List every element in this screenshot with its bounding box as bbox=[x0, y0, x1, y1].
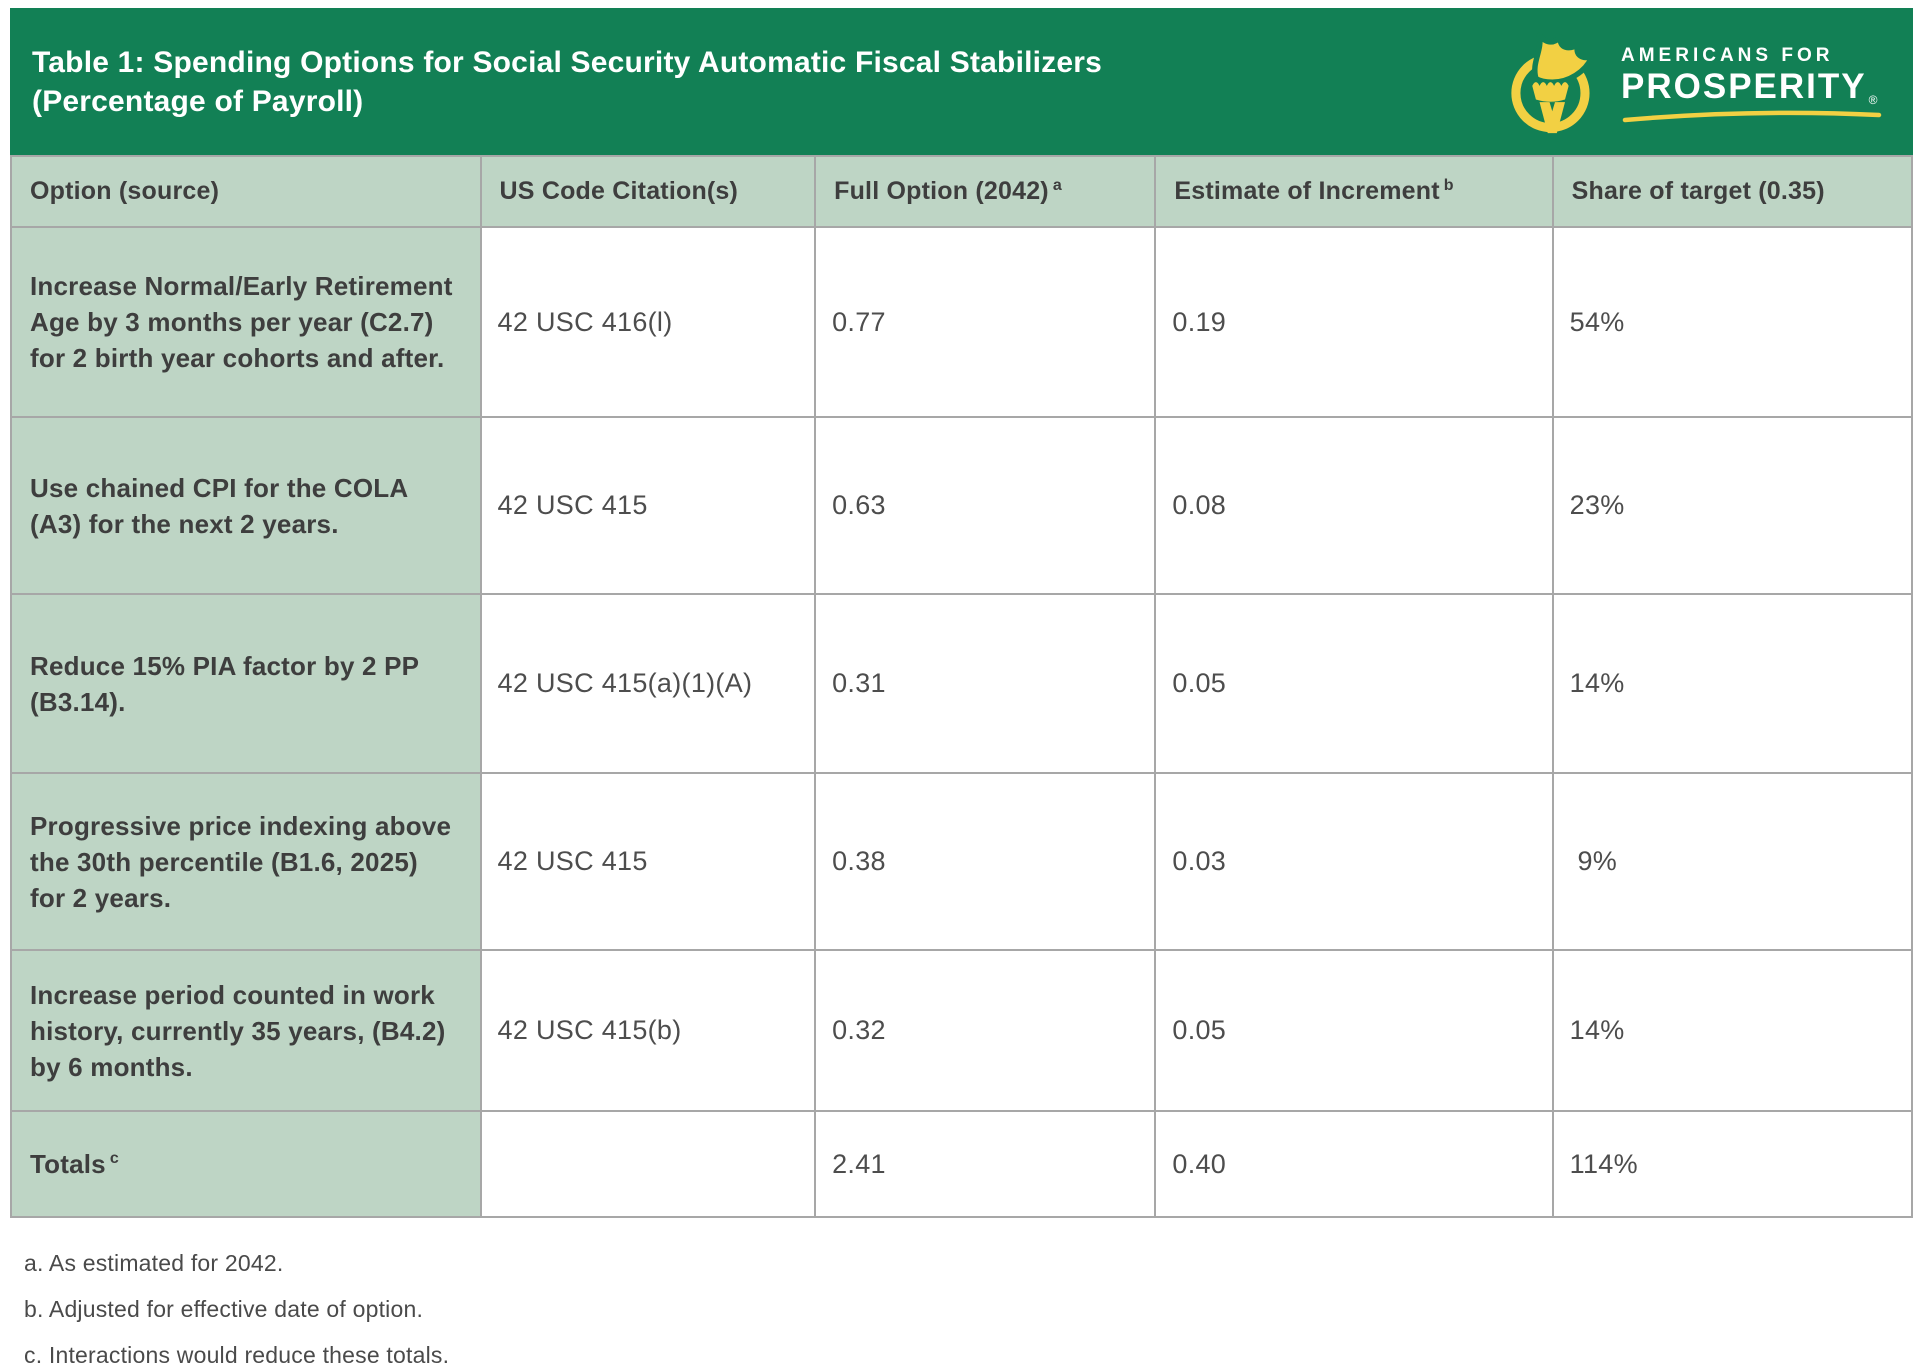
logo-swoosh bbox=[1621, 109, 1883, 123]
full-option-cell: 0.38 bbox=[815, 773, 1155, 950]
totals-full-option-cell: 2.41 bbox=[815, 1111, 1155, 1217]
option-cell: Progressive price indexing above the 30th percentile (B1.6, 2025) for 2 years. bbox=[11, 773, 481, 950]
citation-cell: 42 USC 415(b) bbox=[481, 950, 816, 1111]
option-cell: Increase Normal/Early Retirement Age by 3 months per year (C2.7) for 2 birth year cohorts and after. bbox=[11, 227, 481, 417]
table-row bbox=[11, 773, 1912, 950]
full-option-cell: 0.77 bbox=[815, 227, 1155, 417]
increment-cell: 0.03 bbox=[1155, 773, 1552, 950]
table-row bbox=[11, 227, 1912, 417]
citation-cell: 42 USC 415(a)(1)(A) bbox=[481, 594, 816, 773]
totals-share-cell: 114% bbox=[1553, 1111, 1912, 1217]
table-row bbox=[11, 417, 1912, 594]
full-option-cell: 0.63 bbox=[815, 417, 1155, 594]
header-row bbox=[11, 156, 1912, 227]
share-cell: 14% bbox=[1553, 950, 1912, 1111]
increment-cell: 0.05 bbox=[1155, 594, 1552, 773]
footnote-c: c. Interactions would reduce these totals. bbox=[24, 1342, 450, 1368]
option-cell: Reduce 15% PIA factor by 2 PP (B3.14). bbox=[11, 594, 481, 773]
table-title-line2: (Percentage of Payroll) bbox=[32, 84, 364, 118]
citation-cell: 42 USC 415 bbox=[481, 417, 816, 594]
totals-label-cell: Totals $^c$ bbox=[11, 1111, 481, 1217]
full-option-cell: 0.32 bbox=[815, 950, 1155, 1111]
spending-options-table bbox=[10, 155, 1913, 1218]
logo-line2: PROSPERITY bbox=[1621, 67, 1867, 106]
column-header-full-option: Full Option (2042) $^a$ bbox=[815, 156, 1155, 227]
table-title-bar bbox=[10, 8, 1913, 155]
option-cell: Use chained CPI for the COLA (A3) for the next 2 years. bbox=[11, 417, 481, 594]
citation-cell: 42 USC 416(l) bbox=[481, 227, 816, 417]
column-header-option: Option (source) bbox=[11, 156, 481, 227]
logo-text bbox=[1621, 44, 1883, 123]
increment-cell: 0.05 bbox=[1155, 950, 1552, 1111]
column-header-increment: Estimate of Increment $^b$ bbox=[1155, 156, 1552, 227]
logo-line1: AMERICANS FOR bbox=[1621, 45, 1834, 66]
totals-citation-cell bbox=[481, 1111, 816, 1217]
torch-in-ring-icon bbox=[1505, 27, 1605, 141]
table-title bbox=[32, 43, 1102, 121]
full-option-cell: 0.31 bbox=[815, 594, 1155, 773]
option-cell: Increase period counted in work history, currently 35 years, (B4.2) by 6 months. bbox=[11, 950, 481, 1111]
share-cell: 54% bbox=[1553, 227, 1912, 417]
share-cell: 9% bbox=[1553, 773, 1912, 950]
citation-cell: 42 USC 415 bbox=[481, 773, 816, 950]
totals-row bbox=[11, 1111, 1912, 1217]
share-cell: 23% bbox=[1553, 417, 1912, 594]
share-cell: 14% bbox=[1553, 594, 1912, 773]
increment-cell: 0.19 bbox=[1155, 227, 1552, 417]
table-row bbox=[11, 950, 1912, 1111]
footnote-b: b. Adjusted for effective date of option. bbox=[24, 1296, 424, 1322]
increment-cell: 0.08 bbox=[1155, 417, 1552, 594]
footnote-a: a. As estimated for 2042. bbox=[24, 1250, 284, 1276]
column-header-citation: US Code Citation(s) bbox=[481, 156, 816, 227]
table-row bbox=[11, 594, 1912, 773]
americans-for-prosperity-logo bbox=[1505, 27, 1883, 141]
column-header-share: Share of target (0.35) bbox=[1553, 156, 1912, 227]
table-title-line1: Table 1: Spending Options for Social Security Automatic Fiscal Stabilizers bbox=[32, 45, 1103, 79]
footnotes bbox=[10, 1218, 1913, 1368]
registered-mark: ® bbox=[1868, 93, 1878, 107]
totals-increment-cell: 0.40 bbox=[1155, 1111, 1552, 1217]
